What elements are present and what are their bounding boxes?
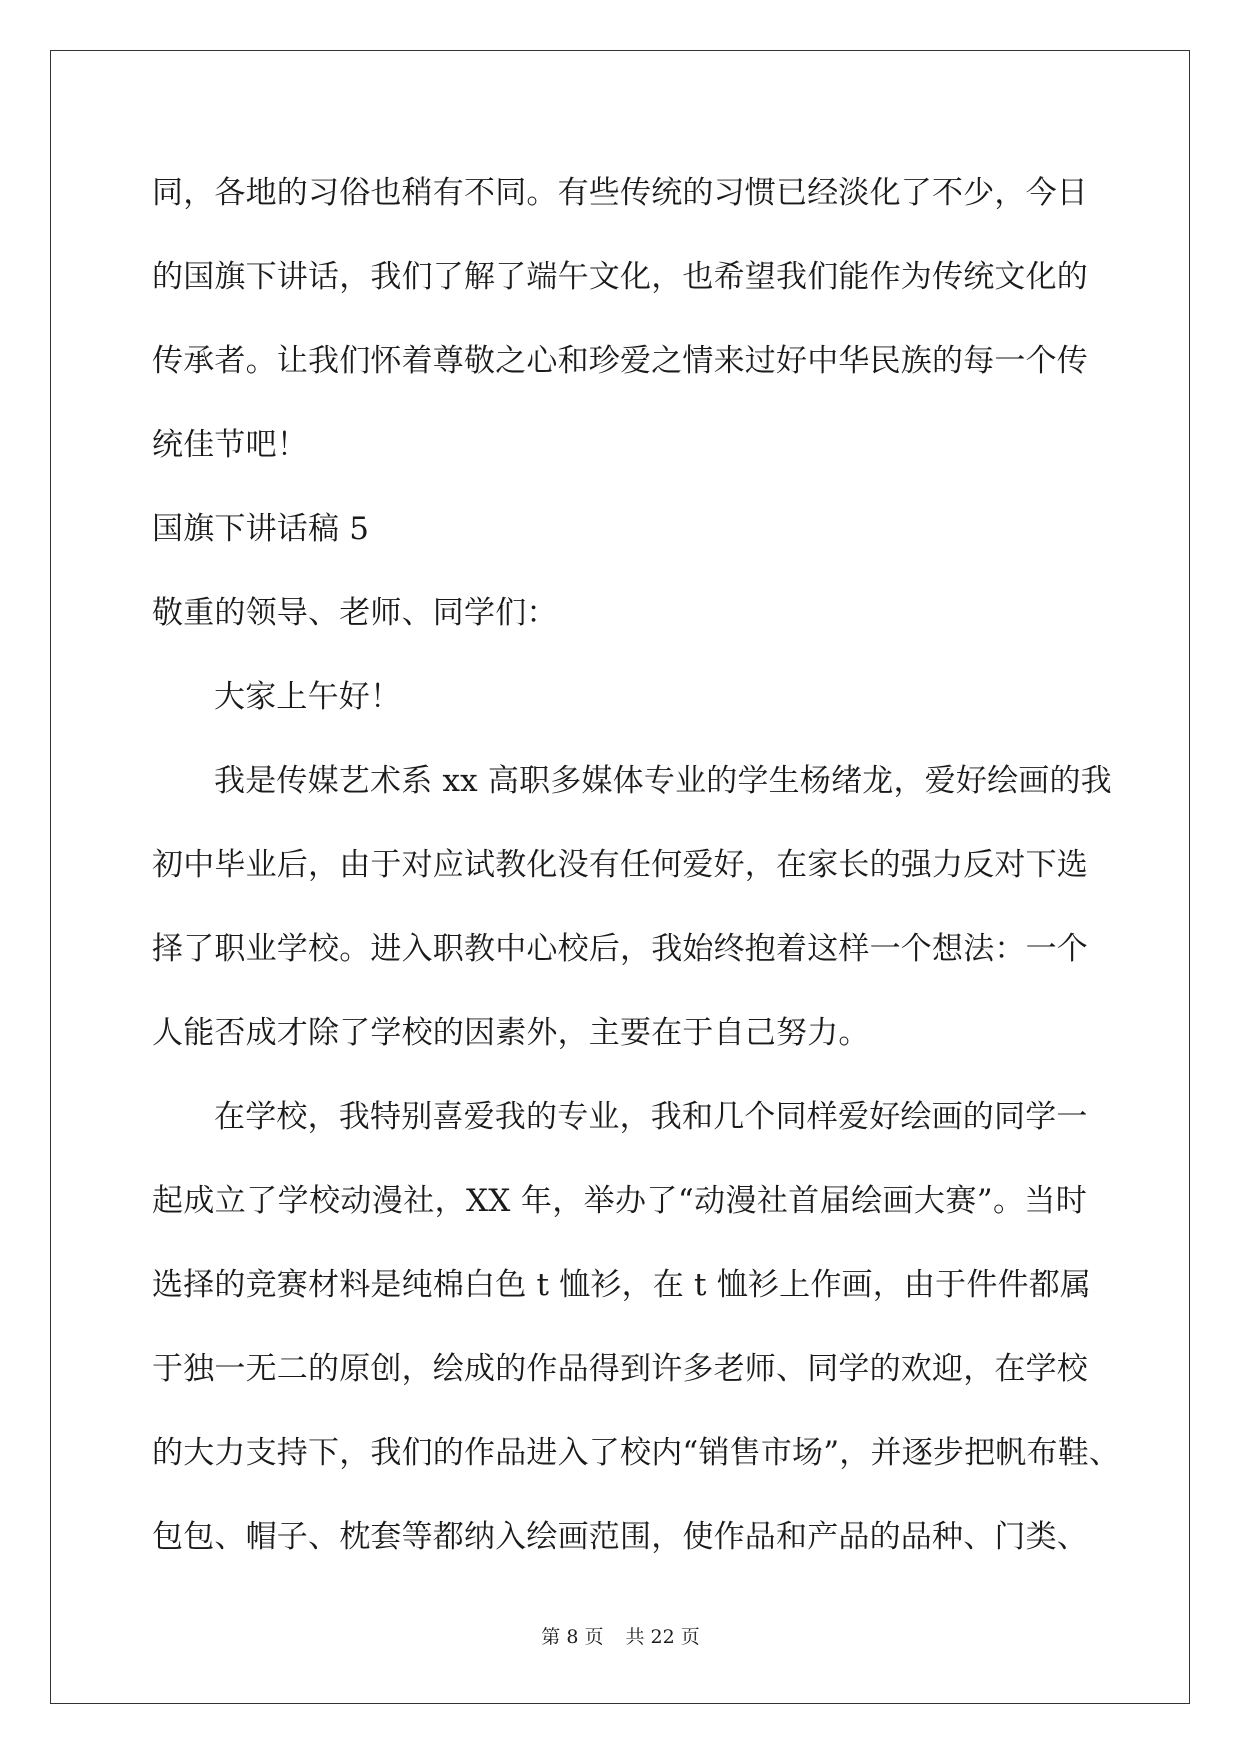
text-line: 包包、帽子、枕套等都纳入绘画范围，使作品和产品的品种、门类、 xyxy=(152,1519,1088,1555)
page-total: 共 22 页 xyxy=(625,1626,700,1648)
text-line: 的大力支持下，我们的作品进入了校内“销售市场”，并逐步把帆布鞋、 xyxy=(152,1435,1121,1471)
text-line: 起成立了学校动漫社，XX 年，举办了“动漫社首届绘画大赛”。当时 xyxy=(152,1183,1087,1219)
text-line: 在学校，我特别喜爱我的专业，我和几个同样爱好绘画的同学一 xyxy=(214,1099,1088,1135)
page-footer xyxy=(0,1622,1241,1649)
text-line: 同，各地的习俗也稍有不同。有些传统的习惯已经淡化了不少，今日 xyxy=(152,175,1088,211)
page-number: 第 8 页 xyxy=(541,1626,604,1648)
text-line: 敬重的领导、老师、同学们： xyxy=(152,595,558,631)
text-line: 我是传媒艺术系 xx 高职多媒体专业的学生杨绪龙，爱好绘画的我 xyxy=(214,763,1112,799)
text-line: 择了职业学校。进入职教中心校后，我始终抱着这样一个想法：一个 xyxy=(152,931,1088,967)
text-line: 于独一无二的原创，绘成的作品得到许多老师、同学的欢迎，在学校 xyxy=(152,1351,1088,1387)
text-line: 的国旗下讲话，我们了解了端午文化，也希望我们能作为传统文化的 xyxy=(152,259,1088,295)
text-line: 初中毕业后，由于对应试教化没有任何爱好，在家长的强力反对下选 xyxy=(152,847,1088,883)
text-line: 传承者。让我们怀着尊敬之心和珍爱之情来过好中华民族的每一个传 xyxy=(152,343,1088,379)
text-line: 国旗下讲话稿 5 xyxy=(152,511,370,547)
text-line: 选择的竞赛材料是纯棉白色 t 恤衫，在 t 恤衫上作画，由于件件都属 xyxy=(152,1267,1092,1303)
text-line: 人能否成才除了学校的因素外，主要在于自己努力。 xyxy=(152,1015,870,1051)
document-body xyxy=(152,151,1121,1579)
text-line: 统佳节吧！ xyxy=(152,427,308,463)
text-line: 大家上午好！ xyxy=(214,679,402,715)
